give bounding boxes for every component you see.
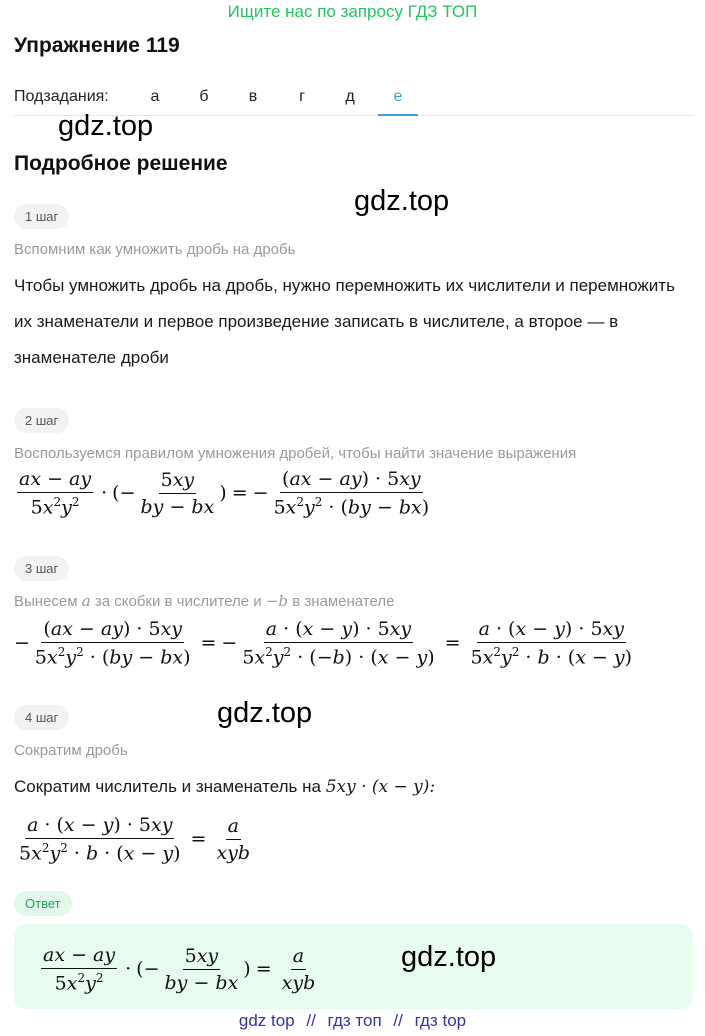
step-text-4 xyxy=(14,769,694,805)
footer-link-1[interactable]: gdz top xyxy=(238,1011,295,1030)
step-hint-3-middle: за скобки в числителе и xyxy=(94,593,262,610)
watermark: gdz.top xyxy=(217,697,313,729)
footer-links xyxy=(0,1011,705,1031)
subtask-tab-g[interactable]: г xyxy=(299,88,305,105)
step-badge-1: 1 шаг xyxy=(14,204,69,229)
step-text-4-prefix: Сократим числитель и знаменатель на xyxy=(14,777,321,796)
step-hint-3-suffix: в знаменателе xyxy=(292,593,395,610)
step-hint-3 xyxy=(14,592,394,610)
step-hint-3-var-b: −b xyxy=(265,592,289,610)
step-hint-2: Воспользуемся правилом умножения дробей, чтобы найти значение выражения xyxy=(14,445,577,462)
subtask-tab-v[interactable]: в xyxy=(248,88,258,105)
subtask-tab-e[interactable]: е xyxy=(378,86,418,116)
watermark: gdz.top xyxy=(354,185,450,217)
footer-link-3[interactable]: гдз top xyxy=(414,1011,467,1030)
footer-link-2[interactable]: гдз топ xyxy=(327,1011,382,1030)
step-badge-3: 3 шаг xyxy=(14,556,69,581)
step-2-formula: $\frac{ax - ay}{5x^2y^2}$ · (− $\frac{5xy}{by - bx}$ ) = − $\frac{(ax - ay) \cdot 5xy}{5x^2y^2 \cdot (by - bx)}$ xyxy=(19,468,430,519)
watermark: gdz.top xyxy=(401,941,497,973)
search-banner: Ищите нас по запросу ГДЗ ТОП xyxy=(227,2,478,21)
footer-separator: // xyxy=(393,1011,403,1030)
step-3-formula: − $\frac{(ax - ay) \cdot 5xy}{5x^2y^2 \cdot (by - bx)}$ = − $\frac{a \cdot (x - y) \cdot 5xy}{5x^2y^2 \cdot (-b) \cdot (x - y)}$ = $\frac{a \cdot (x - y) \cdot 5xy}{5x^2y^2 \cdot b \cdot (x - y)}$ xyxy=(14,618,633,669)
step-badge-2: 2 шаг xyxy=(14,408,69,433)
subtask-tab-b[interactable]: б xyxy=(199,88,209,105)
step-hint-3-var-a: a xyxy=(81,592,91,610)
footer-separator: // xyxy=(306,1011,316,1030)
step-4-formula: $\frac{a \cdot (x - y) \cdot 5xy}{5x^2y^2 \cdot b \cdot (x - y)}$ = $\frac{a}{\text{xyb}}$ xyxy=(19,814,251,865)
answer-formula: $\frac{ax - ay}{5x^2y^2}$ · (− $\frac{5xy}{by - bx}$ ) = $\frac{a}{\text{xyb}}$ xyxy=(43,944,316,995)
step-badge-4: 4 шаг xyxy=(14,705,69,730)
subtask-tab-a[interactable]: а xyxy=(150,88,160,105)
subtasks-label: Подзадания: xyxy=(14,88,109,105)
step-hint-4: Сократим дробь xyxy=(14,742,128,759)
watermark: gdz.top xyxy=(58,110,154,142)
step-text-4-math: 5xy · (x − y): xyxy=(325,777,436,797)
page-title: Упражнение 119 xyxy=(14,34,180,57)
step-text-1: Чтобы умножить дробь на дробь, нужно перемножить их числители и перемножить их знаменатели и первое произведение записать в числителе, а второе — в знаменателе дроби xyxy=(14,276,675,367)
subtask-tab-d[interactable]: д xyxy=(345,88,355,105)
section-title: Подробное решение xyxy=(14,152,228,175)
step-hint-1: Вспомним как умножить дробь на дробь xyxy=(14,241,296,258)
step-hint-3-prefix: Вынесем xyxy=(14,593,78,610)
answer-badge: Ответ xyxy=(14,891,72,916)
